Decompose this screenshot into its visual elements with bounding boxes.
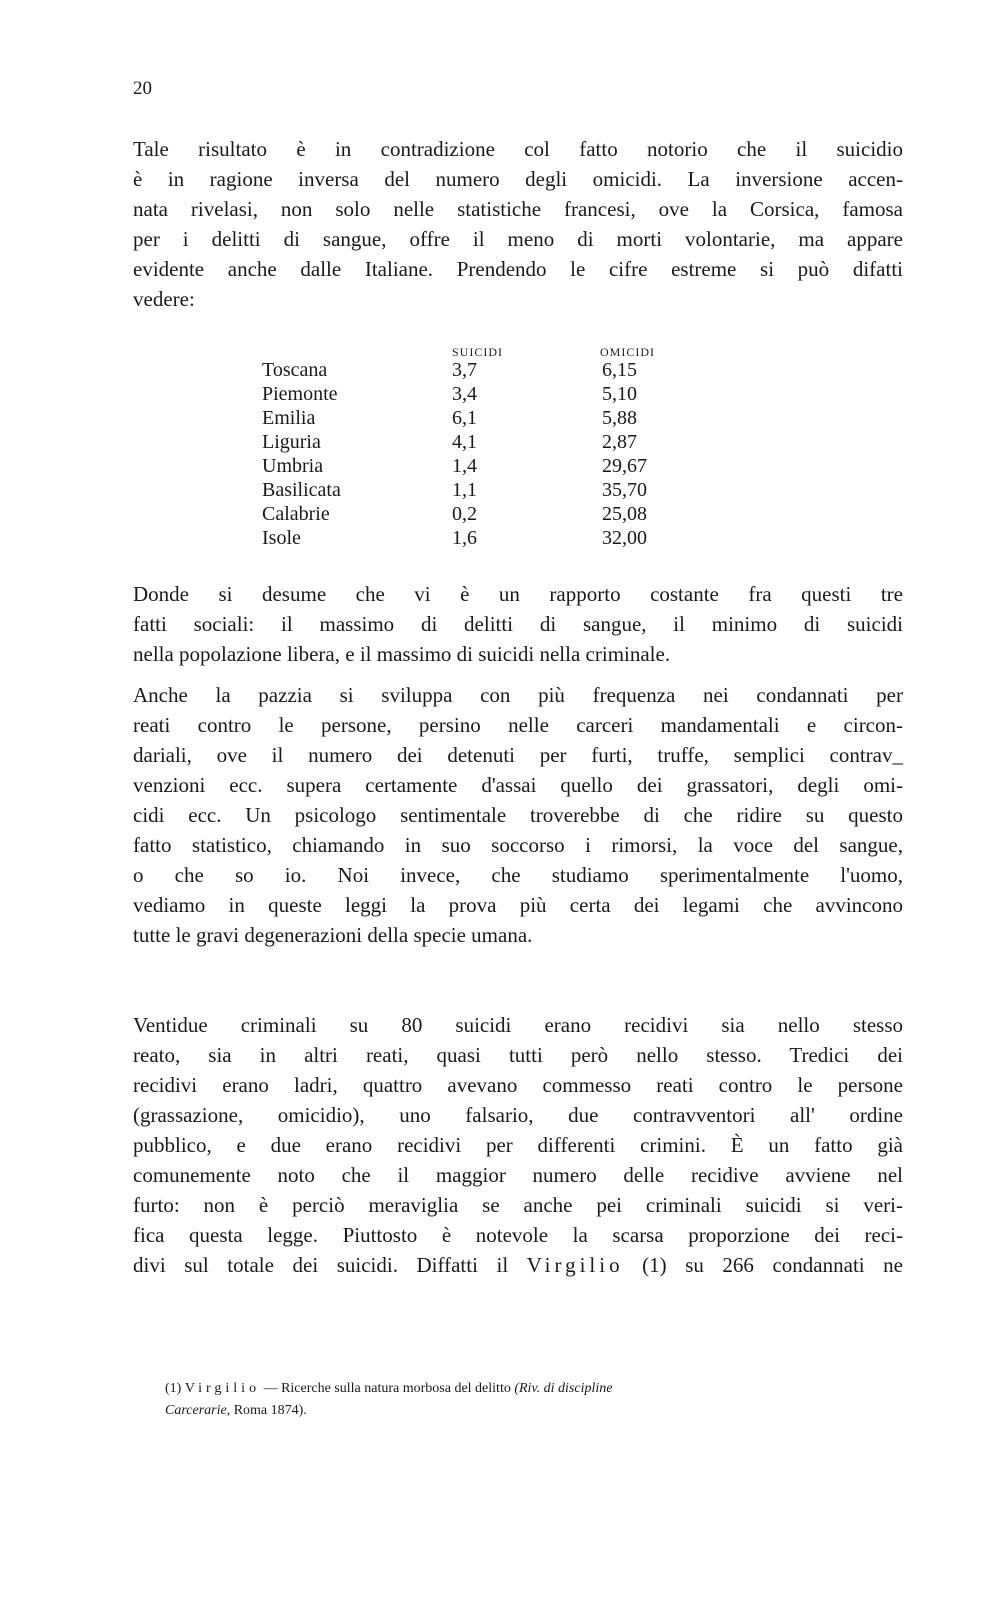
region-cell: Emilia: [262, 407, 316, 429]
text-line: fatti sociali: il massimo di delitti di sangue, il minimo di suicidi: [133, 612, 903, 636]
text-line: cidi ecc. Un psicologo sentimentale troverebbe di che ridire su questo: [133, 803, 903, 827]
text-line: dariali, ove il numero dei detenuti per furti, truffe, semplici contrav_: [133, 743, 903, 767]
text-line: pubblico, e due erano recidivi per differenti crimini. È un fatto già: [133, 1133, 903, 1157]
text-line: recidivi erano ladri, quattro avevano commesso reati contro le persone: [133, 1073, 903, 1097]
text-line: evidente anche dalle Italiane. Prendendo le cifre estreme si può difatti: [133, 257, 903, 281]
omicidi-cell: 5,10: [602, 383, 637, 405]
table-row: [262, 479, 722, 503]
footnote-place-year: Roma 1874).: [233, 1403, 307, 1418]
header-omicidi: OMICIDI: [600, 345, 655, 359]
text-line: fatto statistico, chiamando in suo soccorso i rimorsi, la voce del sangue,: [133, 833, 903, 857]
footnote-line: [165, 1378, 905, 1400]
omicidi-cell: 2,87: [602, 431, 637, 453]
footnote-dash: —: [263, 1381, 278, 1396]
table-row: [262, 431, 722, 455]
text-line: è in ragione inversa del numero degli omicidi. La inversione accen-: [133, 167, 903, 191]
text-line: reati contro le persone, persino nelle carceri mandamentali e circon-: [133, 713, 903, 737]
page-number: 20: [133, 78, 152, 99]
region-cell: Toscana: [262, 359, 328, 381]
paragraph-2: [133, 579, 903, 669]
author-name: Virgilio: [526, 1253, 624, 1277]
text-line: Tale risultato è in contradizione col fatto notorio che il suicidio: [133, 137, 903, 161]
omicidi-cell: 5,88: [602, 407, 637, 429]
suicidi-cell: 1,4: [452, 455, 477, 477]
suicidi-cell: 1,1: [452, 479, 477, 501]
text-line: o che so io. Noi invece, che studiamo sperimentalmente l'uomo,: [133, 863, 903, 887]
omicidi-cell: 29,67: [602, 455, 647, 477]
region-cell: Liguria: [262, 431, 321, 453]
omicidi-cell: 35,70: [602, 479, 647, 501]
paragraph-1: [133, 134, 903, 314]
text-line: per i delitti di sangue, offre il meno di morti volontarie, ma appare: [133, 227, 903, 251]
region-cell: Isole: [262, 527, 301, 549]
text-line: fica questa legge. Piuttosto è notevole la scarsa proporzione dei reci-: [133, 1223, 903, 1247]
table-row: [262, 503, 722, 527]
text-line: nella popolazione libera, e il massimo di suicidi nella criminale.: [133, 642, 671, 666]
text-line: venzioni ecc. supera certamente d'assai quello dei grassatori, degli omi-: [133, 773, 903, 797]
text-line: vedere:: [133, 287, 195, 311]
text-line: (grassazione, omicidio), uno falsario, due contravventori all' ordine: [133, 1103, 903, 1127]
paragraph-4: [133, 1010, 903, 1280]
footnote-journal-cont: Carcerarie,: [165, 1403, 231, 1418]
suicidi-cell: 1,6: [452, 527, 477, 549]
omicidi-cell: 25,08: [602, 503, 647, 525]
footnote-title: Ricerche sulla natura morbosa del delitto: [281, 1381, 511, 1396]
footnote-journal: (Riv. di discipline: [514, 1381, 613, 1396]
text-line: [133, 1250, 903, 1280]
text-line: Donde si desume che vi è un rapporto costante fra questi tre: [133, 582, 903, 606]
footnote-marker: (1): [165, 1381, 182, 1396]
suicidi-cell: 3,7: [452, 359, 477, 381]
region-cell: Basilicata: [262, 479, 341, 501]
text-line: tutte le gravi degenerazioni della specie umana.: [133, 923, 533, 947]
text-fragment: divi sul totale dei suicidi. Diffatti il: [133, 1253, 509, 1277]
text-line: reato, sia in altri reati, quasi tutti però nello stesso. Tredici dei: [133, 1043, 903, 1067]
paragraph-3: [133, 680, 903, 950]
footnote: [165, 1378, 905, 1422]
text-line: Ventidue criminali su 80 suicidi erano recidivi sia nello stesso: [133, 1013, 903, 1037]
footnote-line: [165, 1400, 905, 1422]
omicidi-cell: 6,15: [602, 359, 637, 381]
text-line: comunemente noto che il maggior numero delle recidive avviene nel: [133, 1163, 903, 1187]
table-row: [262, 383, 722, 407]
suicidi-cell: 6,1: [452, 407, 477, 429]
header-suicidi: SUICIDI: [452, 345, 503, 359]
region-cell: Umbria: [262, 455, 324, 477]
text-line: nata rivelasi, non solo nelle statistiche francesi, ove la Corsica, famosa: [133, 197, 903, 221]
text-line: furto: non è perciò meraviglia se anche pei criminali suicidi si veri-: [133, 1193, 903, 1217]
suicidi-cell: 0,2: [452, 503, 477, 525]
text-line: vediamo in queste leggi la prova più certa dei legami che avvincono: [133, 893, 903, 917]
table-row: [262, 455, 722, 479]
region-cell: Calabrie: [262, 503, 330, 525]
omicidi-cell: 32,00: [602, 527, 647, 549]
suicidi-cell: 3,4: [452, 383, 477, 405]
region-cell: Piemonte: [262, 383, 338, 405]
footnote-author: Virgilio: [184, 1381, 261, 1396]
suicidi-cell: 4,1: [452, 431, 477, 453]
text-line: Anche la pazzia si sviluppa con più frequenza nei condannati per: [133, 683, 903, 707]
table-row: [262, 359, 722, 383]
table-row: [262, 407, 722, 431]
table-row: [262, 527, 722, 551]
text-fragment: (1) su 266 condannati ne: [642, 1253, 903, 1277]
